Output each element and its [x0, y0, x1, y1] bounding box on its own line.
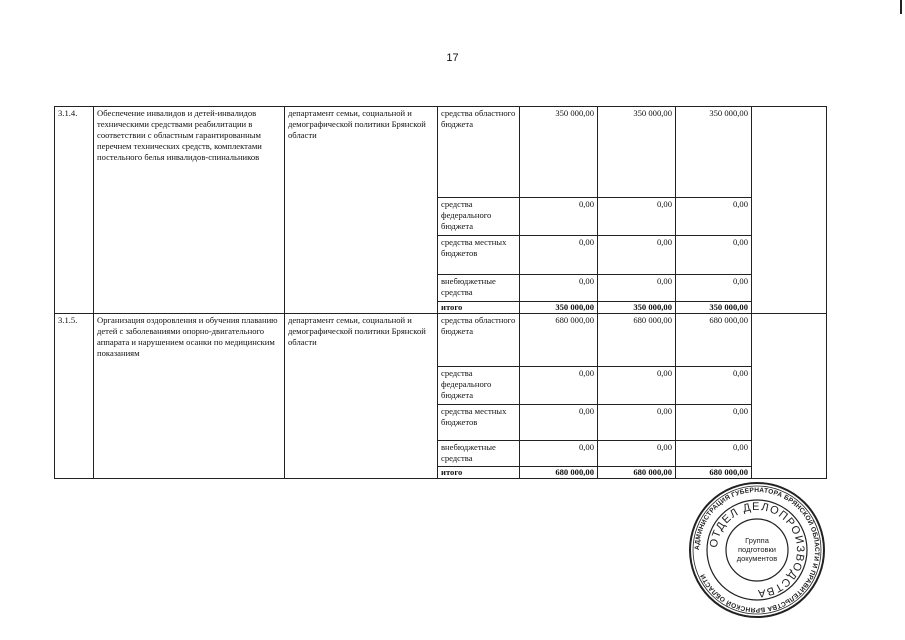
- amount-cell: 0,00: [598, 441, 676, 467]
- amount-cell: 0,00: [676, 236, 752, 275]
- funding-source: средства областного бюджета: [438, 314, 520, 367]
- amount-cell: 0,00: [598, 367, 676, 405]
- budget-table: [54, 106, 827, 479]
- amount-cell: 350 000,00: [676, 107, 752, 198]
- stamp-seal: [687, 480, 827, 620]
- funding-source: внебюджетные средства: [438, 441, 520, 467]
- amount-cell: 0,00: [598, 405, 676, 441]
- amount-cell: 680 000,00: [676, 314, 752, 367]
- amount-cell: 0,00: [520, 198, 598, 236]
- amount-cell: 350 000,00: [520, 107, 598, 198]
- stamp-center-line: подготовки: [738, 545, 776, 554]
- amount-cell: 0,00: [676, 405, 752, 441]
- amount-cell: 0,00: [598, 198, 676, 236]
- stamp-outer-text: АДМИНИСТРАЦИЯ ГУБЕРНАТОРА БРЯНСКОЙ ОБЛАСТИ И ПРАВИТЕЛЬСТВА БРЯНСКОЙ ОБЛАСТИ: [693, 486, 821, 614]
- total-amount: 350 000,00: [598, 302, 676, 314]
- page-number: 17: [446, 52, 459, 64]
- amount-cell: 0,00: [598, 236, 676, 275]
- funding-source: средства областного бюджета: [438, 107, 520, 198]
- empty-cell: [752, 314, 827, 479]
- measure-code: 3.1.4.: [55, 107, 94, 314]
- amount-cell: 0,00: [676, 441, 752, 467]
- total-amount: 680 000,00: [676, 467, 752, 479]
- amount-cell: 0,00: [676, 198, 752, 236]
- measure-code: 3.1.5.: [55, 314, 94, 479]
- amount-cell: 0,00: [520, 236, 598, 275]
- total-label: итого: [438, 302, 520, 314]
- table-row: [55, 107, 827, 198]
- crop-mark: [900, 0, 902, 14]
- funding-source: внебюджетные средства: [438, 275, 520, 302]
- amount-cell: 0,00: [520, 405, 598, 441]
- funding-source: средства федерального бюджета: [438, 367, 520, 405]
- funding-source: средства местных бюджетов: [438, 236, 520, 275]
- empty-cell: [752, 107, 827, 314]
- measure-description: Обеспечение инвалидов и детей-инвалидов техническими средствами реабилитации в соответствии с областным гарантированным перечнем технических средств, комплектами постельного белья инвалидов-спинальников: [94, 107, 285, 314]
- total-amount: 350 000,00: [520, 302, 598, 314]
- total-label: итого: [438, 467, 520, 479]
- amount-cell: 0,00: [520, 367, 598, 405]
- stamp-center-line: документов: [736, 554, 778, 563]
- executor: департамент семьи, социальной и демографической политики Брянской области: [285, 107, 438, 314]
- funding-source: средства федерального бюджета: [438, 198, 520, 236]
- amount-cell: 0,00: [520, 275, 598, 302]
- table-row: [55, 314, 827, 367]
- stamp-inner-text: ОТДЕЛ ДЕЛОПРОИЗВОДСТВА: [707, 500, 807, 600]
- amount-cell: 680 000,00: [598, 314, 676, 367]
- executor: департамент семьи, социальной и демографической политики Брянской области: [285, 314, 438, 479]
- amount-cell: 0,00: [676, 367, 752, 405]
- amount-cell: 0,00: [520, 441, 598, 467]
- total-amount: 350 000,00: [676, 302, 752, 314]
- amount-cell: 0,00: [598, 275, 676, 302]
- measure-description: Организация оздоровления и обучения плаванию детей с заболеваниями опорно-двигательного аппарата и нарушением осанки по медицинским показаниям: [94, 314, 285, 479]
- total-amount: 680 000,00: [598, 467, 676, 479]
- stamp-center-line: Группа: [745, 536, 769, 545]
- funding-source: средства местных бюджетов: [438, 405, 520, 441]
- amount-cell: 680 000,00: [520, 314, 598, 367]
- total-amount: 680 000,00: [520, 467, 598, 479]
- amount-cell: 0,00: [676, 275, 752, 302]
- official-stamp: [687, 480, 827, 620]
- amount-cell: 350 000,00: [598, 107, 676, 198]
